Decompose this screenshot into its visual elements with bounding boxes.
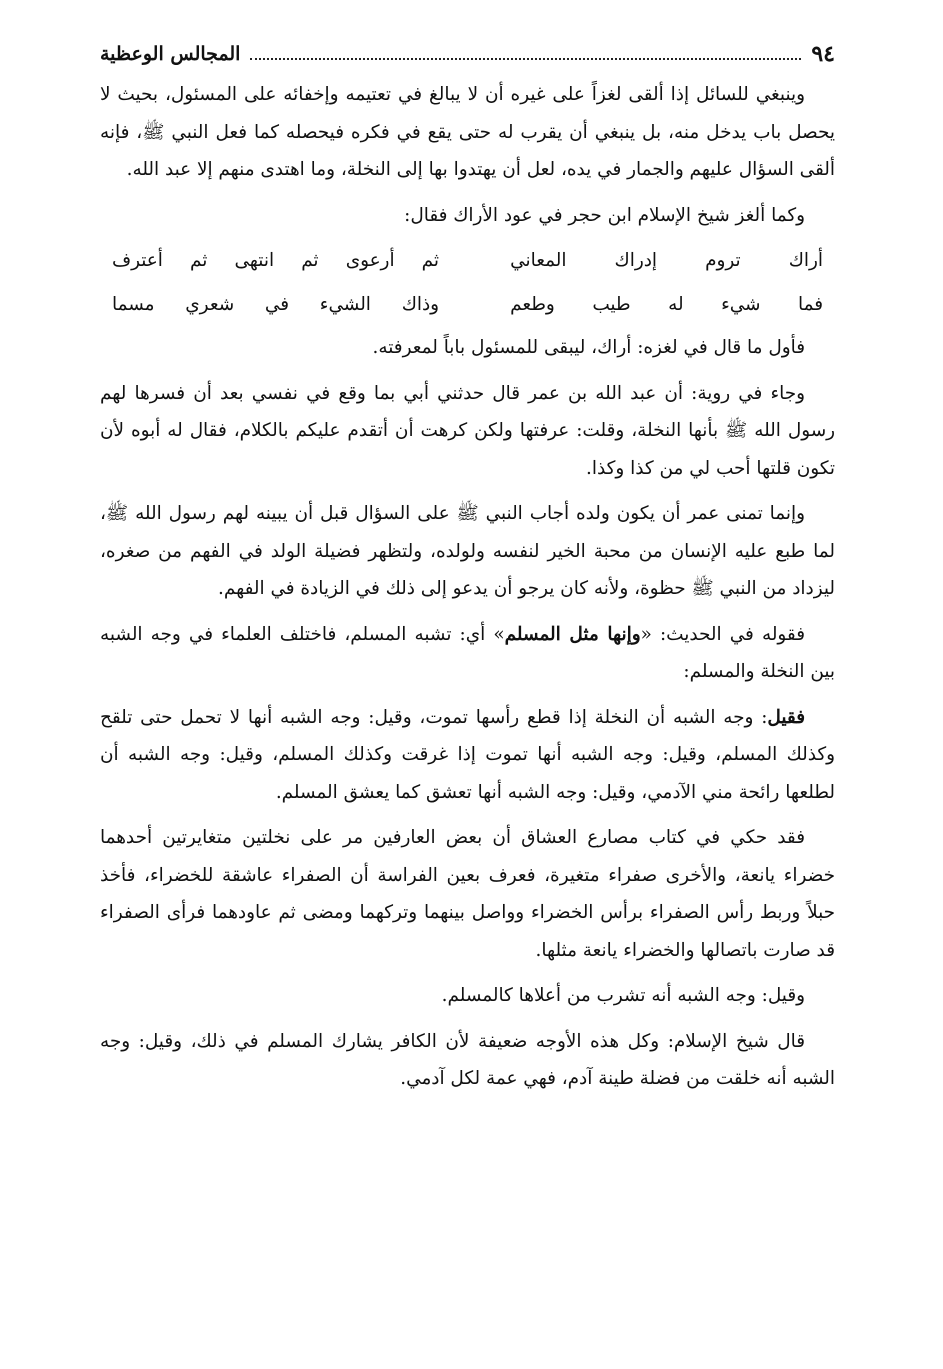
paragraph: فقد حكي في كتاب مصارع العشاق أن بعض العارفين مر على نخلتين متغايرتين أحدهما خضراء يانعة، والأخرى صفراء متغيرة، فعرف بعين الفراسة أن الصفراء عاشقة للخضراء، فأخذ حبلاً وربط رأس الصفراء برأس الخضراء وواصل بينهما وتركهما ومضى ثم عاودهما فرأى الصفراء قد صارت باتصالها والخضراء يانعة مثلها. <box>100 827 835 961</box>
hadith-explanation: » أي: تشبه المسلم، فاختلف العلماء في وجه الشبه بين النخلة والمسلم: <box>100 623 835 682</box>
verse-second-hemistich: ثم أرعوى ثم انتهى ثم أعترف <box>112 250 440 271</box>
verse-first-hemistich: أراك تروم إدراك المعاني <box>510 250 823 271</box>
paragraph: وكما ألغز شيخ الإسلام ابن حجر في عود الأراك فقال: <box>404 204 805 226</box>
paragraph: وقيل: وجه الشبه أنه تشرب من أعلاها كالمسلم. <box>441 985 805 1006</box>
header-dotted-rule <box>250 58 801 60</box>
body-text <box>100 76 835 1098</box>
opinions-paragraph <box>100 699 835 812</box>
verse-line <box>100 242 835 280</box>
paragraph: وجاء في روية: أن عبد الله بن عمر قال حدثني أبي بما وقع في نفسي بعد أن فسرها لهم رسول الله ﷺ بأنها النخلة، وقلت: عرفتها ولكن كرهت أن أتقدم عليكم بالكلام، فقال له أبوه لأن تكون قلتها أحب لي من كذا وكذا. <box>100 382 835 479</box>
page-number: ٩٤ <box>811 41 835 67</box>
running-title: المجالس الوعظية <box>100 43 241 65</box>
opinion-marker: فقيل <box>767 706 805 728</box>
paragraph: قال شيخ الإسلام: وكل هذه الأوجه ضعيفة لأن الكافر يشارك المسلم في ذلك، وقيل: وجه الشبه أنه خلقت من فضلة طينة آدم، فهي عمة لكل آدمي. <box>100 1030 835 1089</box>
poem <box>100 242 835 323</box>
hadith-intro: فقوله في الحديث: « <box>640 623 806 645</box>
hadith-quote: وإنها مثل المسلم <box>504 623 641 645</box>
verse-second-hemistich: وذاك الشيء في شعري مسما <box>112 293 440 315</box>
opinions-text: : وجه الشبه أن النخلة إذا قطع رأسها تموت، وقيل: وجه الشبه أنها لا تحمل حتى تلقح وكذلك المسلم، وقيل: وجه الشبه أنها تموت إذا غرقت وكذلك المسلم، وقيل: وجه الشبه أن لطلعها رائحة مني الآدمي، وقيل: وجه الشبه أنها تعشق كما يعشق المسلم. <box>100 706 835 803</box>
page-header <box>100 36 835 66</box>
paragraph: وينبغي للسائل إذا ألقى لغزاً على غيره أن لا يبالغ في تعتيمه وإخفائه على المسئول، بحيث لا يحصل باب يدخل منه، بل ينبغي أن يقرب له حتى يقع في فكره فيحصله كما فعل النبي ﷺ، فإنه ألقى السؤال عليهم والجمار في يده، لعل أن يهتدوا بها إلى النخلة، وما اهتدى منهم إلا عبد الله. <box>100 84 835 180</box>
verse-first-hemistich: فما شيء له طيب وطعم <box>510 293 823 315</box>
verse-line <box>100 286 835 324</box>
hadith-paragraph <box>100 616 835 691</box>
paragraph: فأول ما قال في لغزه: أراك، ليبقى للمسئول باباً لمعرفته. <box>372 337 805 358</box>
paragraph: وإنما تمنى عمر أن يكون ولده أجاب النبي ﷺ على السؤال قبل أن يبينه لهم رسول الله ﷺ، لما طبع عليه الإنسان من محبة الخير لنفسه ولولده، ولتظهر فضيلة الولد في الفهم من صغره، ليزداد من النبي ﷺ حظوة، ولأنه كان يرجو أن يدعو إلى ذلك في الزيادة في الفهم. <box>100 503 835 599</box>
